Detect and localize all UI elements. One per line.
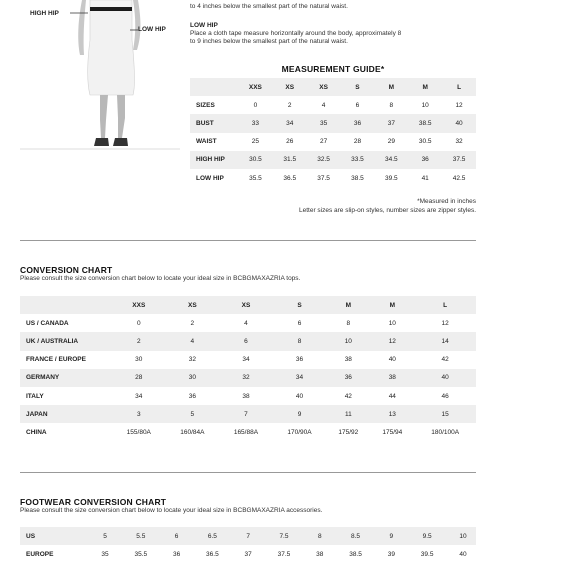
low-hip-text-2: to 9 inches below the smallest part of the natural waist. — [190, 38, 348, 45]
table-cell: 4 — [244, 319, 248, 327]
row-label: HIGH HIP — [190, 151, 238, 169]
table-cell: 5 — [92, 527, 118, 545]
table-cell: 38 — [242, 392, 250, 400]
row-label: SIZES — [196, 101, 215, 109]
footwear-chart-title: FOOTWEAR CONVERSION CHART — [20, 497, 167, 507]
footwear-chart-subtitle: Please consult the size conversion chart below to locate your ideal size in BCBGMAXAZRIA accessories. — [20, 507, 323, 514]
model-illustration — [20, 0, 180, 150]
col-header: XXS — [238, 78, 273, 96]
table-cell: 13 — [370, 405, 414, 423]
table-cell: 12 — [370, 332, 414, 350]
col-header: L — [442, 78, 476, 96]
col-header: L — [414, 296, 476, 314]
row-label: FRANCE / EUROPE — [26, 356, 86, 364]
conversion-chart-subtitle: Please consult the size conversion chart below to locate your ideal size in BCBGMAXAZRIA tops. — [20, 275, 301, 282]
table-cell: 36 — [408, 151, 442, 169]
table-cell: 36 — [341, 114, 375, 132]
table-cell: 8 — [273, 332, 327, 350]
col-header: XS — [307, 78, 341, 96]
col-header: XS — [166, 296, 220, 314]
table-cell: 180/100A — [431, 428, 460, 436]
low-hip-text-1: Place a cloth tape measure horizontally around the body, approximately 8 — [190, 30, 402, 37]
table-cell: 40 — [295, 392, 304, 400]
row-label: US — [20, 527, 92, 545]
table-cell: 40 — [459, 550, 467, 558]
table-cell: 38.5 — [408, 114, 442, 132]
col-header: M — [374, 78, 408, 96]
letter-sizes-note: Letter sizes are slip-on styles, number sizes are zipper styles. — [298, 207, 476, 214]
table-cell: 15 — [414, 405, 476, 423]
table-cell: 175/92 — [338, 428, 359, 436]
table-cell: 8 — [389, 101, 394, 109]
conversion-chart-table — [20, 296, 476, 442]
col-header: XXS — [112, 296, 166, 314]
model-figure — [20, 0, 180, 150]
row-label: US / CANADA — [26, 319, 69, 327]
col-header: XS — [273, 78, 307, 96]
table-cell: 44 — [388, 392, 396, 400]
table-cell: 34 — [135, 392, 143, 400]
table-cell: 6.5 — [190, 527, 236, 545]
conversion-header-row — [20, 296, 476, 314]
row-label: ITALY — [26, 392, 44, 400]
table-cell: 9 — [378, 527, 404, 545]
table-cell: 37.5 — [277, 550, 291, 558]
table-cell: 0 — [136, 319, 141, 327]
col-header: M — [326, 296, 370, 314]
table-cell: 8 — [346, 319, 351, 327]
table-row — [190, 114, 476, 132]
measurement-header-row — [190, 78, 476, 96]
table-cell: 34 — [273, 369, 327, 387]
col-header: M — [370, 296, 414, 314]
table-cell: 38.5 — [351, 174, 364, 182]
table-cell: 35.5 — [134, 550, 148, 558]
table-cell: 36 — [326, 369, 370, 387]
table-cell: 7 — [219, 405, 273, 423]
table-cell: 4 — [321, 101, 326, 109]
table-cell: 34 — [242, 356, 250, 364]
row-label: UK / AUSTRALIA — [20, 332, 112, 350]
table-cell: 4 — [166, 332, 220, 350]
divider — [20, 240, 476, 241]
table-cell: 31.5 — [273, 151, 307, 169]
measurement-guide-table — [190, 78, 476, 187]
table-cell: 3 — [112, 405, 166, 423]
table-cell: 14 — [414, 332, 476, 350]
table-cell: 30 — [135, 356, 143, 364]
table-cell: 39.5 — [420, 550, 434, 558]
table-cell: 36.5 — [206, 550, 219, 558]
table-cell: 7 — [235, 527, 261, 545]
table-cell: 29 — [387, 138, 395, 146]
table-cell: 5.5 — [118, 527, 164, 545]
col-header: XS — [219, 296, 273, 314]
table-cell: 175/94 — [382, 428, 403, 436]
table-cell: 39.5 — [384, 174, 398, 182]
table-cell: 12 — [455, 101, 463, 109]
row-label: WAIST — [196, 138, 217, 146]
table-cell: 10 — [388, 319, 396, 327]
footwear-chart-table — [20, 527, 476, 563]
table-cell: 32 — [455, 138, 463, 146]
table-cell: 38.5 — [349, 550, 362, 558]
table-cell: 10 — [450, 527, 476, 545]
table-cell: 32 — [219, 369, 273, 387]
table-cell: 25 — [251, 138, 260, 146]
table-cell: 12 — [441, 319, 449, 327]
table-cell: 5 — [166, 405, 220, 423]
row-label: EUROPE — [26, 550, 54, 558]
table-row — [20, 545, 476, 563]
table-cell: 160/84A — [180, 428, 205, 436]
table-cell: 28 — [112, 369, 166, 387]
low-hip-title: LOW HIP — [190, 22, 218, 29]
table-cell: 32 — [188, 356, 196, 364]
table-cell: 38 — [344, 356, 352, 364]
table-cell: 32.5 — [307, 151, 341, 169]
table-cell: 2 — [112, 332, 166, 350]
table-cell: 2 — [190, 319, 195, 327]
table-cell: 2 — [287, 101, 292, 109]
table-cell: 6 — [164, 527, 190, 545]
table-cell: 9.5 — [404, 527, 450, 545]
intro-text: to 4 inches below the smallest part of the natural waist. — [190, 3, 348, 10]
table-row — [20, 527, 476, 545]
table-cell: 9 — [273, 405, 327, 423]
table-cell: 36 — [188, 392, 196, 400]
row-label: GERMANY — [20, 369, 112, 387]
col-header: M — [408, 78, 442, 96]
table-cell: 40 — [388, 356, 396, 364]
table-row — [20, 423, 476, 441]
table-cell: 37.5 — [442, 151, 476, 169]
table-cell: 33.5 — [341, 151, 375, 169]
row-label: CHINA — [26, 428, 47, 436]
table-cell: 36 — [295, 356, 304, 364]
table-cell: 34.5 — [374, 151, 408, 169]
table-cell: 37 — [374, 114, 408, 132]
conversion-chart-title: CONVERSION CHART — [20, 265, 113, 275]
table-cell: 39 — [387, 550, 395, 558]
row-label: BUST — [190, 114, 238, 132]
table-row — [190, 151, 476, 169]
col-header: S — [273, 296, 327, 314]
table-cell: 0 — [253, 101, 258, 109]
high-hip-label: HIGH HIP — [30, 10, 59, 17]
table-cell: 36.5 — [283, 174, 297, 182]
table-row — [190, 133, 476, 151]
table-cell: 28 — [353, 138, 362, 146]
table-cell: 42 — [441, 356, 449, 364]
table-cell: 165/88A — [233, 428, 259, 436]
table-cell: 33 — [238, 114, 273, 132]
table-row — [190, 96, 476, 114]
table-cell: 37 — [244, 550, 252, 558]
col-header: S — [341, 78, 375, 96]
table-row — [190, 169, 476, 187]
table-cell: 41 — [421, 174, 429, 182]
table-row — [20, 387, 476, 405]
table-cell: 6 — [219, 332, 273, 350]
table-cell: 7.5 — [261, 527, 307, 545]
table-cell: 170/90A — [287, 428, 312, 436]
table-cell: 38 — [316, 550, 324, 558]
low-hip-label: LOW HIP — [138, 26, 166, 33]
measurement-guide-title: MEASUREMENT GUIDE* — [281, 64, 385, 74]
table-cell: 37.5 — [317, 174, 330, 182]
table-row — [20, 351, 476, 369]
table-cell: 40 — [414, 369, 476, 387]
table-cell: 11 — [326, 405, 370, 423]
table-cell: 30.5 — [238, 151, 273, 169]
row-label: JAPAN — [20, 405, 112, 423]
table-cell: 46 — [441, 392, 449, 400]
table-cell: 27 — [319, 138, 328, 146]
table-row — [20, 314, 476, 332]
table-row — [20, 332, 476, 350]
table-cell: 8.5 — [333, 527, 379, 545]
table-cell: 42.5 — [452, 174, 466, 182]
table-cell: 36 — [172, 550, 181, 558]
table-cell: 26 — [286, 138, 294, 146]
table-cell: 8 — [307, 527, 333, 545]
table-cell: 35 — [101, 550, 109, 558]
row-label: LOW HIP — [196, 174, 224, 182]
table-cell: 38 — [370, 369, 414, 387]
table-cell: 30.5 — [418, 138, 432, 146]
divider — [20, 472, 476, 473]
table-cell: 6 — [355, 101, 360, 109]
table-cell: 6 — [297, 319, 302, 327]
table-cell: 30 — [166, 369, 220, 387]
table-cell: 40 — [442, 114, 476, 132]
table-cell: 35.5 — [249, 174, 262, 182]
table-row — [20, 405, 476, 423]
table-cell: 10 — [326, 332, 370, 350]
table-cell: 10 — [421, 101, 429, 109]
table-cell: 42 — [344, 392, 352, 400]
measured-note: *Measured in inches — [417, 198, 476, 205]
table-row — [20, 369, 476, 387]
table-cell: 155/80A — [126, 428, 151, 436]
table-cell: 35 — [307, 114, 341, 132]
table-cell: 34 — [273, 114, 307, 132]
